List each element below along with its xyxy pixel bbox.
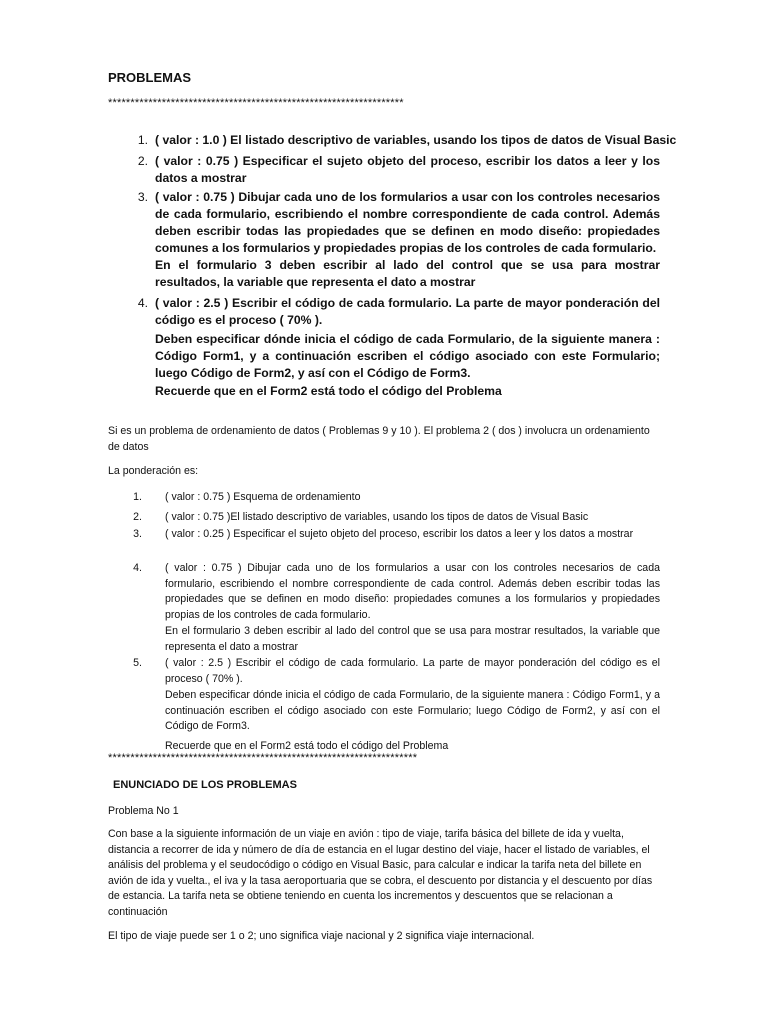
problem-label: Problema No 1 <box>108 805 179 817</box>
item-text: ( valor : 0.75 )El listado descriptivo de variables, usando los tipos de datos de Visual Basic <box>165 511 589 523</box>
item-note: En el formulario 3 deben escribir al lado del control que se usa para mostrar resultados, la variable que representa el dato a mostrar <box>155 258 660 289</box>
item-number: 5. <box>133 657 142 669</box>
item-number: 2. <box>137 154 148 168</box>
item-number: 4. <box>133 562 142 574</box>
section-title-problemas: PROBLEMAS <box>108 70 192 85</box>
item-text: ( valor : 0.75 ) Especificar el sujeto objeto del proceso, escribir los datos a leer y los datos a mostrar <box>155 154 660 185</box>
item-note: Deben especificar dónde inicia el código de cada Formulario, de la siguiente manera : Código Form1, y a continuación escriben el código asociado con este Formulario; luego Código de Form2, y así con el Código de Form3. <box>165 689 660 732</box>
item-text: ( valor : 2.5 ) Escribir el código de cada formulario. La parte de mayor ponderación del código es el proceso ( 70% ). <box>155 296 660 327</box>
problem-paragraph: Con base a la siguiente información de un viaje en avión : tipo de viaje, tarifa básica del billete de ida y vuelta, distancia a recorrer de ida y número de día de estancia en el lugar destino del viaje, hacer el listado de variables, el análisis del problema y el seudocódigo o código en Visual Basic, para calcular e indicar la tarifa neta del billete en avión de ida y vuelta., el iva y la tasa aeroportuaria que se cobra, el descuento por distancia y el descuento por días de estancia. La tarifa neta se obtiene teniendo en cuenta los incrementos y descuentos que se relacionan a continuación <box>108 828 653 918</box>
item-text: ( valor : 0.75 ) Esquema de ordenamiento <box>165 491 361 503</box>
stars-separator-bottom: ********************************************************************* <box>108 752 418 764</box>
section-title-enunciado: ENUNCIADO DE LOS PROBLEMAS <box>113 779 297 791</box>
stars-separator-top: ****************************************************************** <box>108 97 404 109</box>
item-note: Deben especificar dónde inicia el código de cada Formulario, de la siguiente manera : Código Form1, y a continuación escriben el código asociado con este Formulario; luego Código de Form2, y así con el Código de Form3. <box>155 332 660 380</box>
item-text: ( valor : 0.75 ) Dibujar cada uno de los formularios a usar con los controles necesarios de cada formulario, escribiendo el nombre correspondiente de cada control. Además deben escribir todas las propiedades que se definen en modo diseño: propiedades comunes a los formularios y propiedades propias de los controles de cada formulario. <box>155 190 660 255</box>
item-number: 3. <box>137 190 148 204</box>
item-text: ( valor : 2.5 ) Escribir el código de cada formulario. La parte de mayor ponderación del código es el proceso ( 70% ). <box>165 657 660 685</box>
item-note: Recuerde que en el Form2 está todo el código del Problema <box>165 740 449 752</box>
item-number: 1. <box>137 133 148 147</box>
item-number: 4. <box>137 296 148 310</box>
ponderacion-label: La ponderación es: <box>108 465 199 477</box>
tipo-viaje-text: El tipo de viaje puede ser 1 o 2; uno significa viaje nacional y 2 significa viaje internacional. <box>108 930 535 942</box>
item-text: ( valor : 1.0 ) El listado descriptivo de variables, usando los tipos de datos de Visual Basic <box>155 133 677 147</box>
item-number: 1. <box>133 491 142 503</box>
item-number: 2. <box>133 511 142 523</box>
item-text: ( valor : 0.25 ) Especificar el sujeto objeto del proceso, escribir los datos a leer y los datos a mostrar <box>165 528 634 540</box>
item-note: En el formulario 3 deben escribir al lado del control que se usa para mostrar resultados, la variable que representa el dato a mostrar <box>165 625 660 653</box>
section2-intro: Si es un problema de ordenamiento de datos ( Problemas 9 y 10 ). El problema 2 ( dos ) involucra un ordenamiento de datos <box>108 425 650 453</box>
item-note: Recuerde que en el Form2 está todo el código del Problema <box>155 384 502 398</box>
item-text: ( valor : 0.75 ) Dibujar cada uno de los formularios a usar con los controles necesarios de cada formulario, escribiendo el nombre correspondiente de cada control. Además deben escribir todas las propiedades que se definen en modo diseño: propiedades comunes a los formularios y propiedades propias de los controles de cada formulario. <box>165 562 660 621</box>
item-number: 3. <box>133 528 142 540</box>
